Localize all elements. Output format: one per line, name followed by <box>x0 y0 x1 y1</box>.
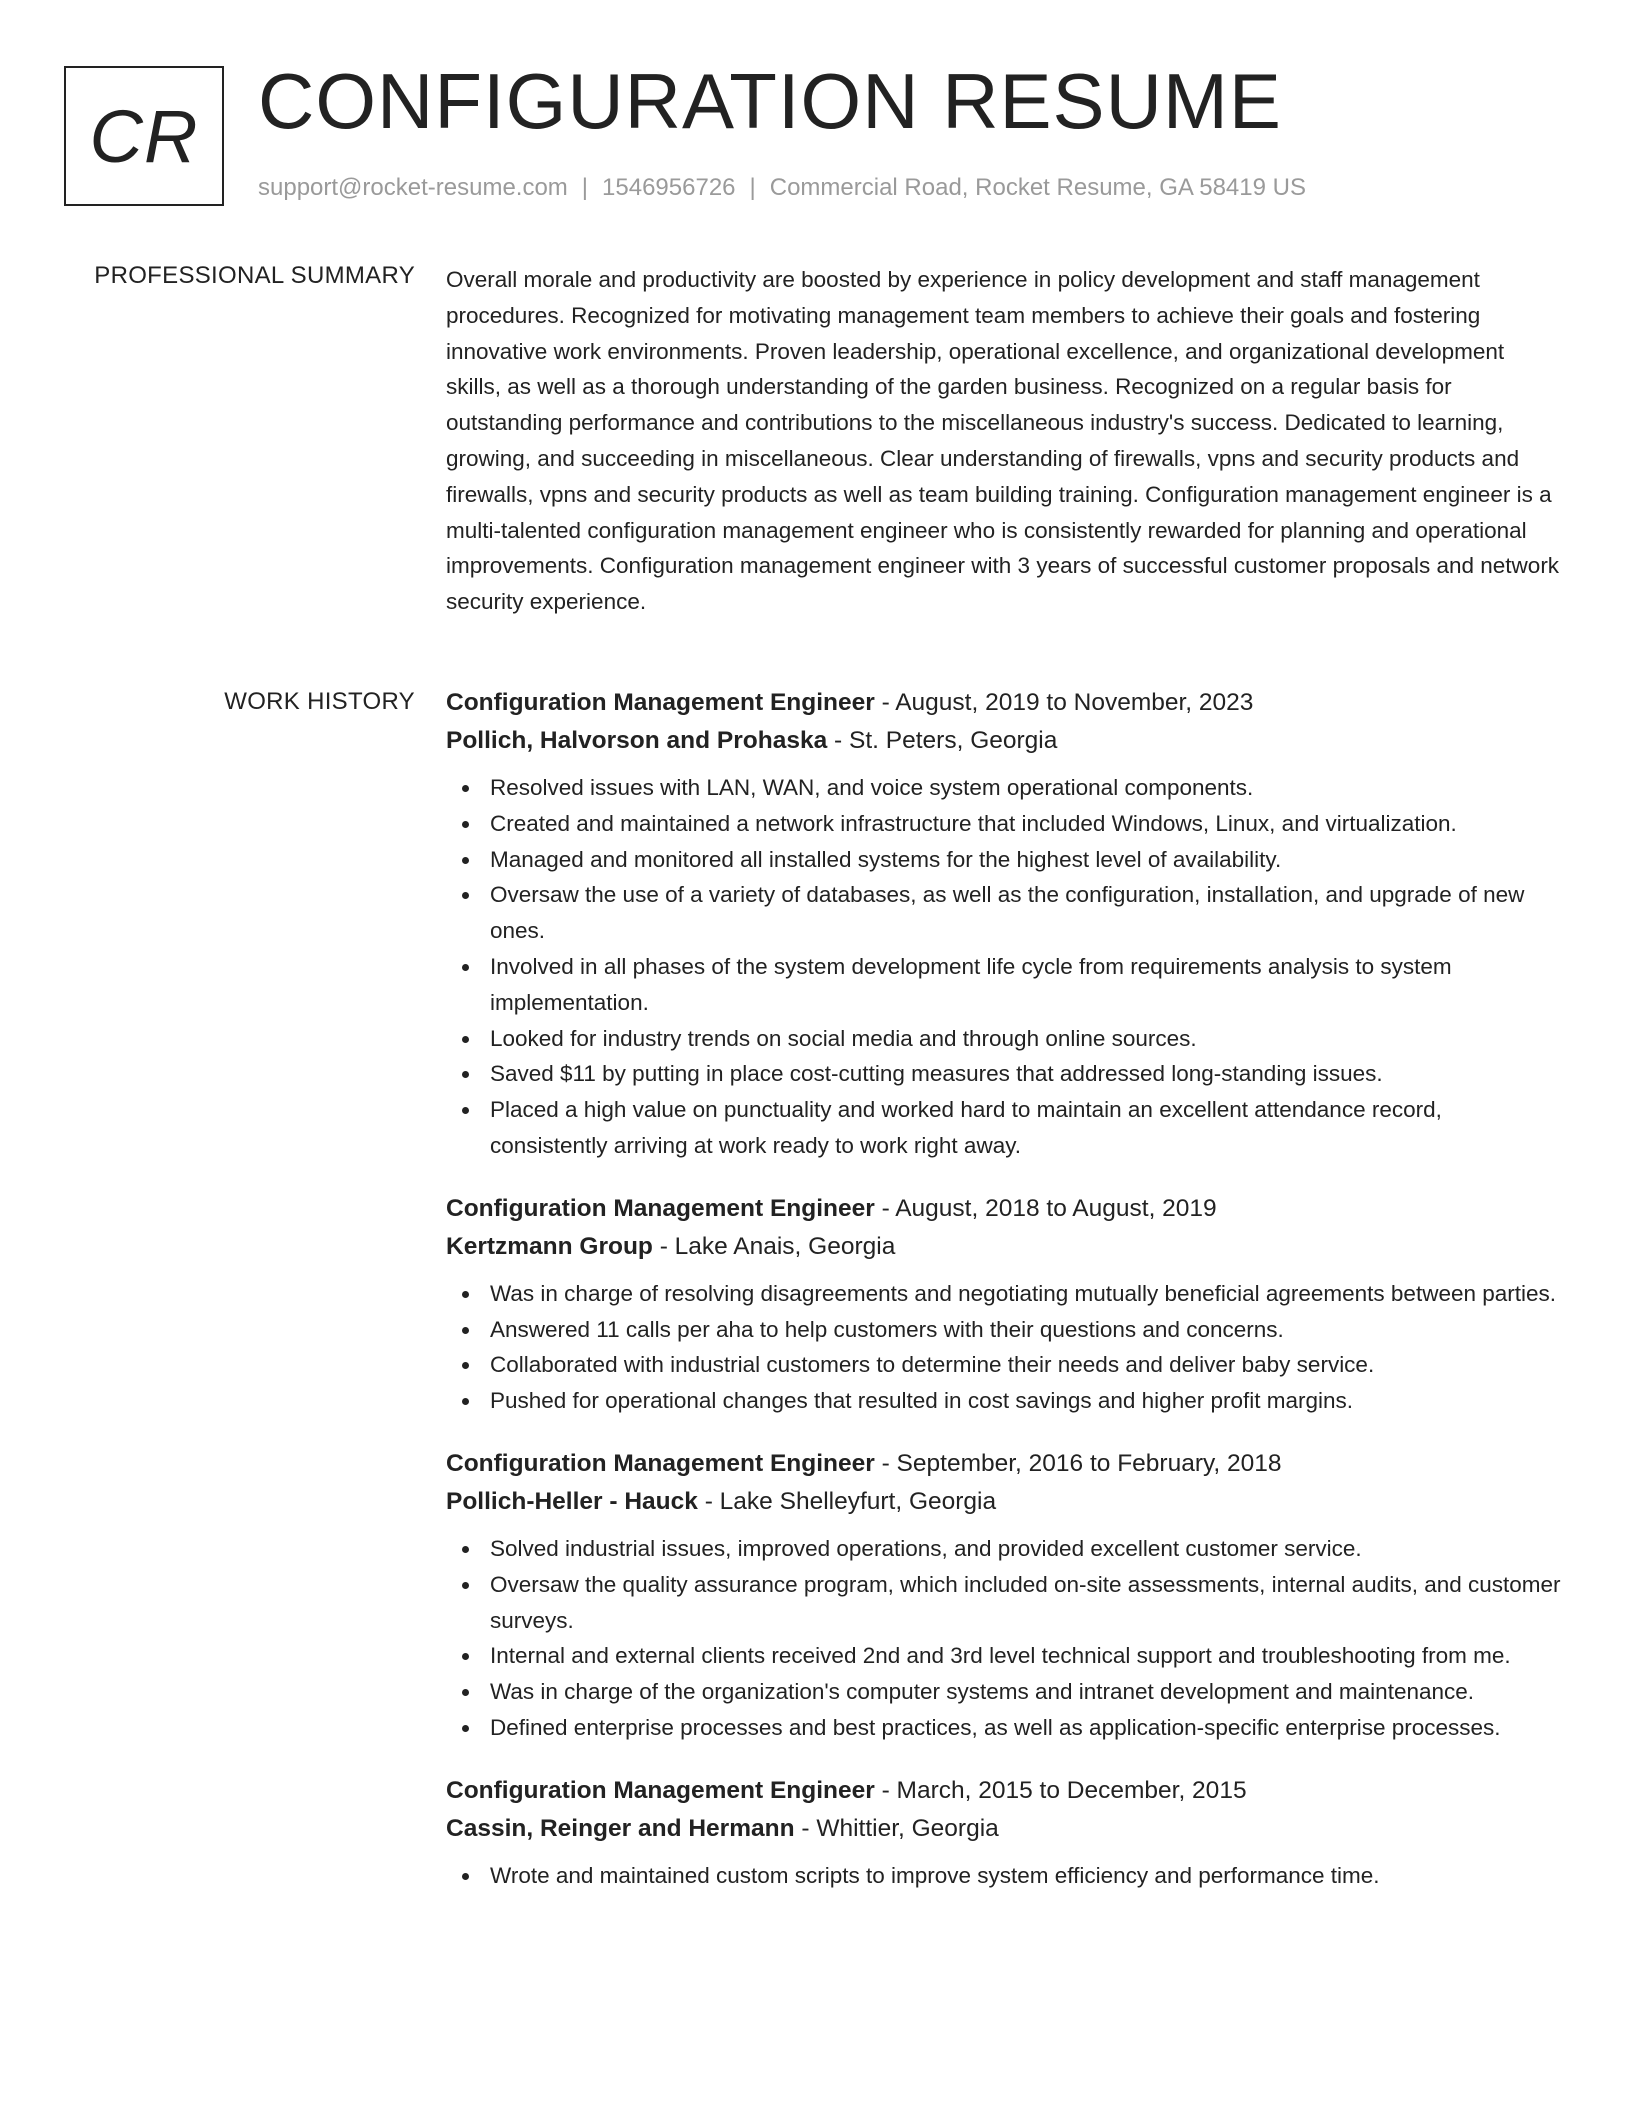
job-bullets <box>446 1276 1562 1419</box>
contact-line <box>258 174 1306 202</box>
job-location: - St. Peters, Georgia <box>827 727 1058 754</box>
section-heading-work-history: WORK HISTORY <box>224 688 415 715</box>
job-bullet: Solved industrial issues, improved operations, and provided excellent customer service. <box>446 1531 1562 1567</box>
contact-email[interactable]: support@rocket-resume.com <box>258 174 568 201</box>
job-bullets <box>446 1858 1562 1894</box>
job-company-line <box>446 1228 1562 1266</box>
job-bullet: Placed a high value on punctuality and worked hard to maintain an excellent attendance record, consistently arriving at work ready to work right away. <box>446 1092 1562 1164</box>
job-bullet: Looked for industry trends on social media and through online sources. <box>446 1021 1562 1057</box>
job-bullet: Pushed for operational changes that resulted in cost savings and higher profit margins. <box>446 1383 1562 1419</box>
contact-separator: | <box>581 174 589 201</box>
job-entry <box>446 1445 1562 1746</box>
summary-text: Overall morale and productivity are boosted by experience in policy development and staff management procedures. Recognized for motivating management team members to achieve their goals and fostering innovative work environments. Proven leadership, operational excellence, and organizational development skills, as well as a thorough understanding of the garden business. Recognized on a regular basis for outstanding performance and contributions to the miscellaneous industry's success. Dedicated to learning, growing, and succeeding in miscellaneous. Clear understanding of firewalls, vpns and security products and firewalls, vpns and security products as well as team building training. Configuration management engineer is a multi-talented configuration management engineer who is consistently rewarded for planning and operational improvements. Configuration management engineer with 3 years of successful customer proposals and network security experience. <box>446 267 1560 615</box>
job-title: Configuration Management Engineer <box>446 1194 875 1222</box>
job-company: Pollich, Halvorson and Prohaska <box>446 727 828 754</box>
job-bullets <box>446 1531 1562 1746</box>
job-dates: - March, 2015 to December, 2015 <box>874 1776 1247 1804</box>
job-entry <box>446 1190 1562 1419</box>
job-bullet: Was in charge of the organization's computer systems and intranet development and maintenance. <box>446 1674 1562 1710</box>
job-title: Configuration Management Engineer <box>446 689 875 716</box>
job-location: - Lake Shelleyfurt, Georgia <box>697 1487 997 1515</box>
job-company-line <box>446 1810 1562 1848</box>
job-bullet: Answered 11 calls per aha to help customers with their questions and concerns. <box>446 1312 1562 1348</box>
job-bullet: Resolved issues with LAN, WAN, and voice system operational components. <box>446 770 1562 806</box>
initials-text: CR <box>89 94 199 178</box>
job-bullet: Involved in all phases of the system development life cycle from requirements analysis to system implementation. <box>446 949 1562 1021</box>
contact-phone[interactable]: 1546956726 <box>602 174 736 201</box>
job-location: - Lake Anais, Georgia <box>652 1232 896 1260</box>
job-company-line <box>446 1483 1562 1521</box>
job-bullet: Managed and monitored all installed systems for the highest level of availability. <box>446 842 1562 878</box>
job-entry <box>446 1772 1562 1894</box>
job-location: - Whittier, Georgia <box>794 1814 999 1842</box>
job-title-line <box>446 1190 1562 1228</box>
job-bullet: Created and maintained a network infrastructure that included Windows, Linux, and virtualization. <box>446 806 1562 842</box>
job-title-line <box>446 1445 1562 1483</box>
job-bullet: Collaborated with industrial customers to determine their needs and deliver baby service. <box>446 1347 1562 1383</box>
resume-name: CONFIGURATION RESUME <box>258 57 1282 145</box>
job-title-line <box>446 1772 1562 1810</box>
job-bullet: Wrote and maintained custom scripts to improve system efficiency and performance time. <box>446 1858 1562 1894</box>
job-bullet: Internal and external clients received 2nd and 3rd level technical support and troubleshooting from me. <box>446 1638 1562 1674</box>
section-heading-summary: PROFESSIONAL SUMMARY <box>94 262 415 289</box>
job-company-line <box>446 722 1562 760</box>
job-title-line <box>446 684 1562 722</box>
job-bullet: Oversaw the quality assurance program, which included on-site assessments, internal audits, and customer surveys. <box>446 1567 1562 1639</box>
job-bullet: Was in charge of resolving disagreements and negotiating mutually beneficial agreements between parties. <box>446 1276 1562 1312</box>
job-bullet: Saved $11 by putting in place cost-cutting measures that addressed long-standing issues. <box>446 1056 1562 1092</box>
job-company: Pollich-Heller - Hauck <box>446 1487 698 1515</box>
summary-body <box>446 262 1562 620</box>
job-company: Cassin, Reinger and Hermann <box>446 1814 795 1842</box>
initials-monogram <box>64 66 224 206</box>
job-title: Configuration Management Engineer <box>446 1449 875 1477</box>
job-dates: - August, 2019 to November, 2023 <box>874 689 1254 716</box>
job-dates: - August, 2018 to August, 2019 <box>874 1194 1217 1222</box>
contact-separator: | <box>749 174 756 201</box>
job-bullet: Oversaw the use of a variety of databases, as well as the configuration, installation, and upgrade of new ones. <box>446 877 1562 949</box>
job-title: Configuration Management Engineer <box>446 1776 875 1804</box>
job-dates: - September, 2016 to February, 2018 <box>874 1449 1282 1477</box>
job-entry <box>446 684 1562 1164</box>
job-company: Kertzmann Group <box>446 1232 653 1260</box>
contact-address: Commercial Road, Rocket Resume, GA 58419 US <box>769 174 1306 201</box>
job-bullets <box>446 770 1562 1164</box>
work-history-body <box>446 684 1562 1920</box>
job-bullet: Defined enterprise processes and best practices, as well as application-specific enterprise processes. <box>446 1710 1562 1746</box>
